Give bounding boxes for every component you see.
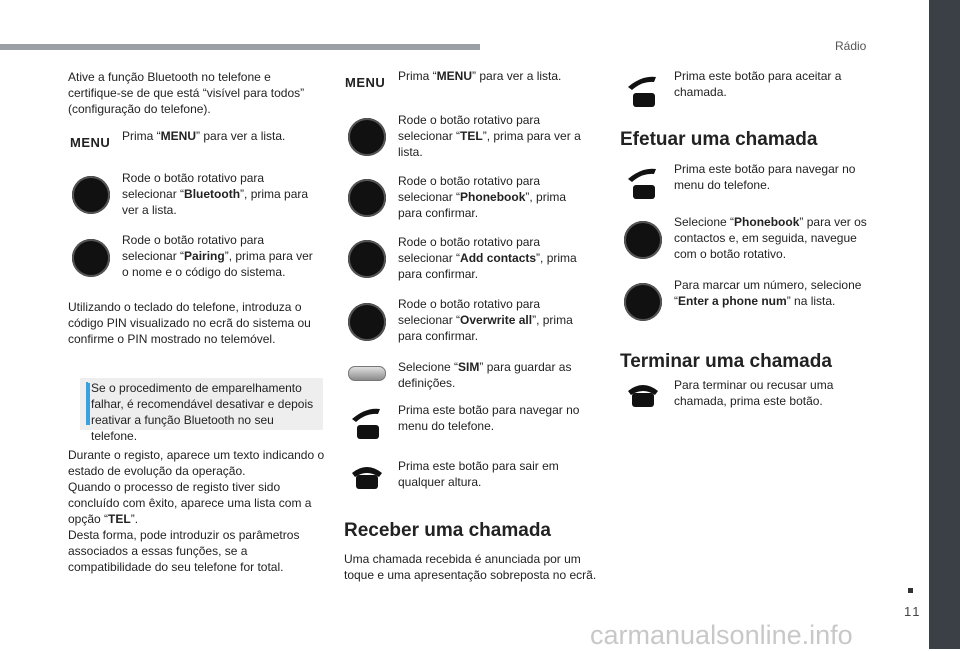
phone-pickup-icon: [624, 73, 662, 109]
col2-step1: Prima “MENU” para ver a lista.: [398, 69, 562, 83]
receive-call-title: Receber uma chamada: [344, 520, 551, 541]
col1-step2: Rode o botão rotativo para selecionar “Bluetooth”, prima para ver a lista.: [122, 171, 309, 217]
make-call-step3: Para marcar um número, selecione “Enter a phone num” na lista.: [674, 278, 862, 308]
col2-step8: Prima este botão para sair em qualquer altura.: [398, 459, 559, 489]
rotary-knob-icon: [348, 240, 386, 278]
col2-step4: Rode o botão rotativo para selecionar “Add contacts”, prima para confirmar.: [398, 235, 577, 281]
make-call-title: Efetuar uma chamada: [620, 129, 818, 150]
rotary-knob-icon: [348, 303, 386, 341]
page-marker: [908, 588, 913, 593]
end-call-title: Terminar uma chamada: [620, 351, 832, 372]
end-call-text: Para terminar ou recusar uma chamada, prima este botão.: [674, 378, 834, 408]
col2-step3: Rode o botão rotativo para selecionar “Phonebook”, prima para confirmar.: [398, 174, 567, 220]
phone-pickup-icon: [624, 165, 662, 201]
watermark: carmanualsonline.info: [590, 620, 853, 650]
col2-step7: Prima este botão para navegar no menu do telefone.: [398, 403, 580, 433]
side-band: [929, 0, 960, 649]
pin-text: Utilizando o teclado do telefone, introduza o código PIN visualizado no ecrã do sistema ou confirme o PIN mostrado no telemóvel.: [68, 300, 311, 346]
rotary-knob-icon: [624, 221, 662, 259]
col1-step1: Prima “MENU” para ver a lista.: [122, 129, 286, 143]
rotary-knob-icon: [72, 176, 110, 214]
info-box: [80, 378, 323, 443]
sim-button-icon: [348, 366, 386, 381]
intro-text: Ative a função Bluetooth no telefone e certifique-se de que está “visível para todos” (configuração do telefone).: [68, 70, 305, 116]
info-bar: [86, 383, 90, 425]
page-number: 11: [904, 604, 922, 619]
info-text: Se o procedimento de emparelhamento falhar, é recomendável desativar e depois reativar a função Bluetooth no seu telefone.: [91, 381, 314, 443]
rotary-knob-icon: [348, 179, 386, 217]
menu-button-icon: MENU: [345, 75, 386, 90]
rotary-knob-icon: [624, 283, 662, 321]
col2-step6: Selecione “SIM” para guardar as definições.: [398, 360, 572, 390]
phone-hangup-icon: [348, 463, 386, 491]
menu-button-icon: MENU: [70, 135, 111, 150]
col2-step5: Rode o botão rotativo para selecionar “Overwrite all”, prima para confirmar.: [398, 297, 573, 343]
col2-step2: Rode o botão rotativo para selecionar “TEL”, prima para ver a lista.: [398, 113, 581, 159]
section-title: Rádio: [835, 39, 867, 53]
make-call-step1: Prima este botão para navegar no menu do telefone.: [674, 162, 856, 192]
make-call-step2: Selecione “Phonebook” para ver os contactos e, em seguida, navegue com o botão rotativo.: [674, 215, 867, 261]
outro-text: Durante o registo, aparece um texto indicando o estado de evolução da operação. Quando o processo de registo tiver sido concluído com êxito, aparece uma lista com a opção “TEL”. Desta forma, pode introduzir os parâmetros associados a essas funções, se a compatibilidade do seu telefone for total.: [68, 448, 325, 574]
phone-pickup-icon: [348, 405, 386, 441]
rotary-knob-icon: [348, 118, 386, 156]
phone-hangup-icon: [624, 381, 662, 409]
col1-step3: Rode o botão rotativo para selecionar “Pairing”, prima para ver o nome e o código do sistema.: [122, 233, 313, 279]
rotary-knob-icon: [72, 239, 110, 277]
receive-call-text: Uma chamada recebida é anunciada por um toque e uma apresentação sobreposta no ecrã.: [344, 552, 597, 582]
accept-call-text: Prima este botão para aceitar a chamada.: [674, 69, 842, 99]
top-rule: [0, 44, 480, 50]
